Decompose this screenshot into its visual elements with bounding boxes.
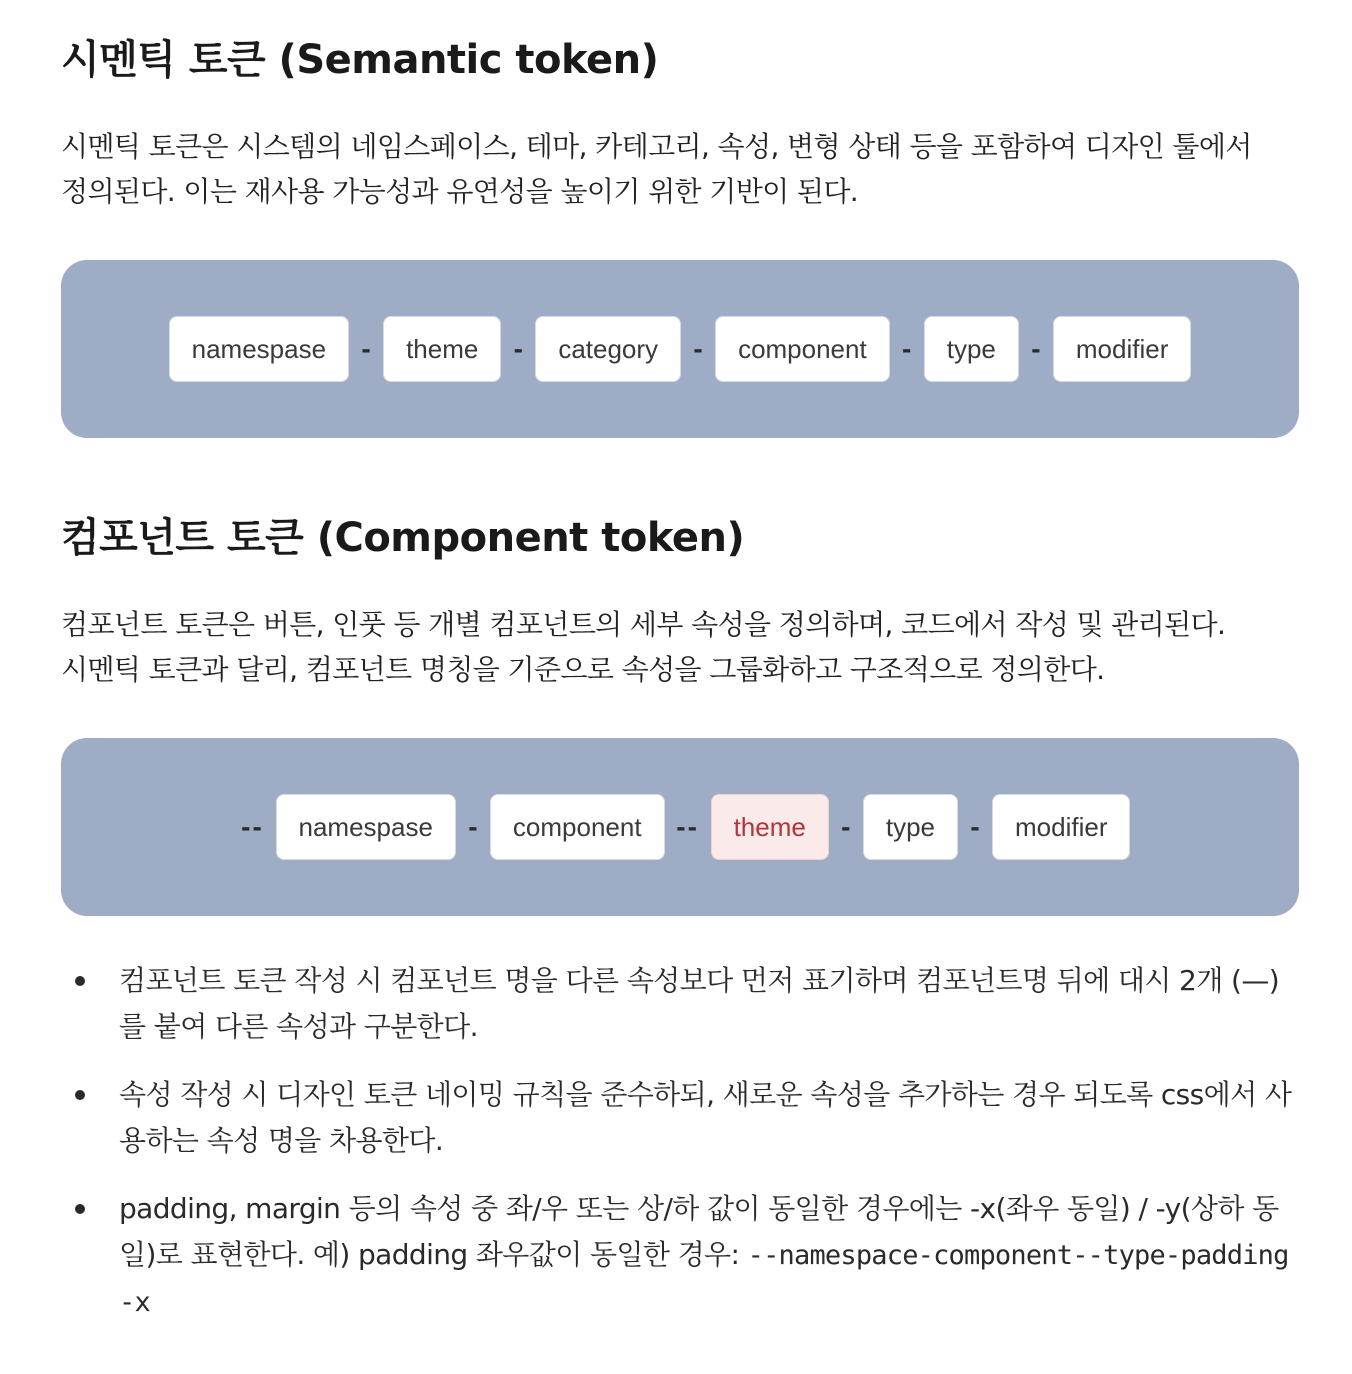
component-token-chip-type: type: [863, 794, 958, 860]
separator: -: [361, 333, 371, 364]
component-token-row: [230, 794, 1131, 860]
component-token-description-line1: 컴포넌트 토큰은 버튼, 인풋 등 개별 컴포넌트의 세부 속성을 정의하며, 코드에서 작성 및 관리된다.: [61, 608, 1226, 641]
semantic-token-description: 시멘틱 토큰은 시스템의 네임스페이스, 테마, 카테고리, 속성, 변형 상태 등을 포함하여 디자인 툴에서 정의된다. 이는 재사용 가능성과 유연성을 높이기 위한 기반이 된다.: [61, 130, 1252, 208]
note-text: 컴포넌트 토큰 작성 시 컴포넌트 명을 다른 속성보다 먼저 표기하며 컴포넌트명 뒤에 대시 2개 (—)를 붙여 다른 속성과 구분한다.: [119, 964, 1280, 1043]
list-item: [61, 1186, 1299, 1326]
component-token-chip-namespase: namespase: [276, 794, 456, 860]
component-token-title: 컴포넌트 토큰 (Component token): [61, 515, 745, 561]
semantic-token-row: [169, 316, 1192, 382]
semantic-token-chip-theme: theme: [383, 316, 501, 382]
semantic-token-chip-modifier: modifier: [1053, 316, 1191, 382]
bullet-icon: [75, 976, 85, 986]
separator: -: [693, 333, 703, 364]
separator: -: [902, 333, 912, 364]
list-item: [61, 958, 1299, 1050]
semantic-token-chip-type: type: [924, 316, 1019, 382]
separator: -: [513, 333, 523, 364]
component-token-description-line2: 시멘틱 토큰과 달리, 컴포넌트 명칭을 기준으로 속성을 그룹화하고 구조적으로 정의한다.: [61, 653, 1105, 686]
separator: -: [970, 811, 980, 842]
semantic-token-chip-namespase: namespase: [169, 316, 349, 382]
bullet-icon: [75, 1090, 85, 1100]
double-separator: --: [676, 811, 699, 842]
page: [61, 0, 1299, 1348]
notes-list: [61, 958, 1299, 1326]
lead-separator: --: [241, 811, 264, 842]
note-text: 속성 작성 시 디자인 토큰 네이밍 규칙을 준수하되, 새로운 속성을 추가하는 경우 되도록 css에서 사용하는 속성 명을 차용한다.: [119, 1078, 1292, 1157]
bullet-icon: [75, 1204, 85, 1214]
semantic-token-diagram: [61, 260, 1299, 438]
component-token-chip-component: component: [490, 794, 665, 860]
separator: -: [1031, 333, 1041, 364]
code-snippet: --namespace-component--type-padding-x: [119, 1240, 1289, 1318]
component-token-chip-modifier: modifier: [992, 794, 1130, 860]
note-text: padding, margin 등의 속성 중 좌/우 또는 상/하 값이 동일한 경우에는 -x(좌우 동일) / -y(상하 동일)로 표현한다. 예) padding 좌우값이 동일한 경우:: [119, 1192, 1279, 1271]
component-token-description: [61, 602, 1299, 692]
separator: -: [468, 811, 478, 842]
list-item: [61, 1072, 1299, 1164]
component-token-chip-theme: theme: [711, 794, 829, 860]
semantic-token-chip-category: category: [535, 316, 681, 382]
semantic-token-title: 시멘틱 토큰 (Semantic token): [61, 37, 659, 83]
component-token-diagram: [61, 738, 1299, 916]
separator: -: [841, 811, 851, 842]
semantic-token-chip-component: component: [715, 316, 890, 382]
